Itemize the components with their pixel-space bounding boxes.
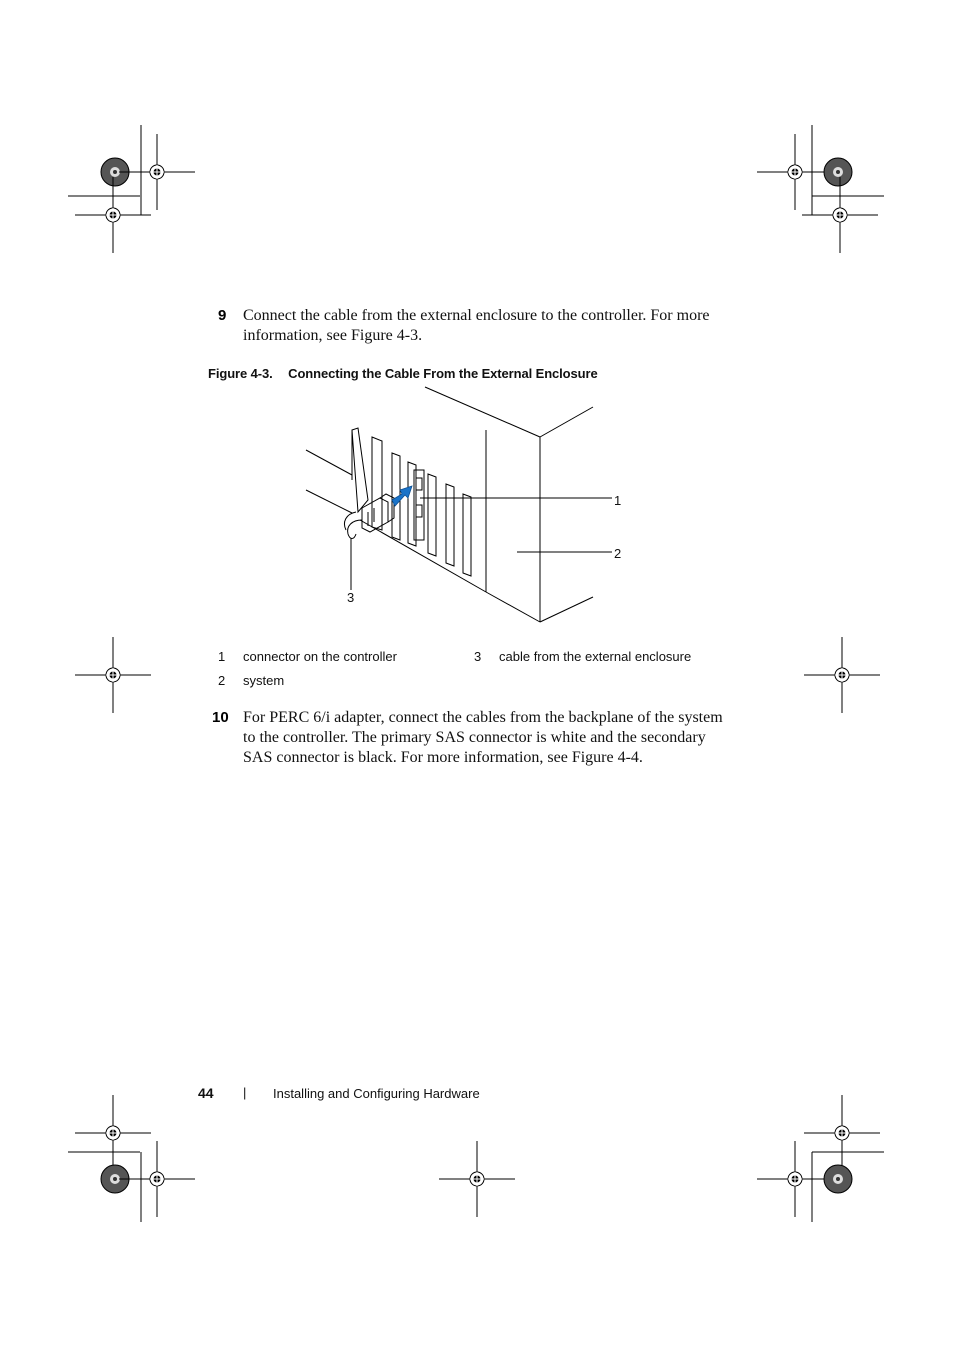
callout-1: 1: [614, 493, 622, 508]
step-text: [243, 708, 743, 768]
step-text-line: SAS connector is black. For more information, see Figure 4-4.: [243, 749, 643, 766]
footer-separator: |: [243, 1085, 247, 1100]
figure-label: Figure 4-3.: [208, 366, 273, 381]
legend-num: 3: [474, 649, 482, 664]
figure-title: Connecting the Cable From the External Enclosure: [288, 366, 598, 381]
step-text-line: information, see Figure 4-3.: [243, 327, 423, 344]
step-text-line: to the controller. The primary SAS connector is white and the secondary: [243, 729, 706, 746]
page-number: 44: [198, 1085, 214, 1101]
legend-text: connector on the controller: [243, 649, 397, 664]
step-number: 10: [212, 709, 229, 726]
footer-section-title: Installing and Configuring Hardware: [273, 1086, 480, 1101]
legend-num: 1: [218, 649, 226, 664]
callout-2: 2: [614, 546, 622, 561]
callout-3: 3: [347, 590, 355, 605]
legend-text: system: [243, 673, 285, 688]
legend-num: 2: [218, 673, 226, 688]
legend-text: cable from the external enclosure: [499, 649, 692, 664]
step-text-line: For PERC 6/i adapter, connect the cables from the backplane of the system: [243, 709, 723, 726]
insert-arrow-icon: [392, 486, 412, 506]
step-text-line: Connect the cable from the external enclosure to the controller. For more: [243, 307, 710, 324]
step-number: 9: [218, 307, 227, 324]
